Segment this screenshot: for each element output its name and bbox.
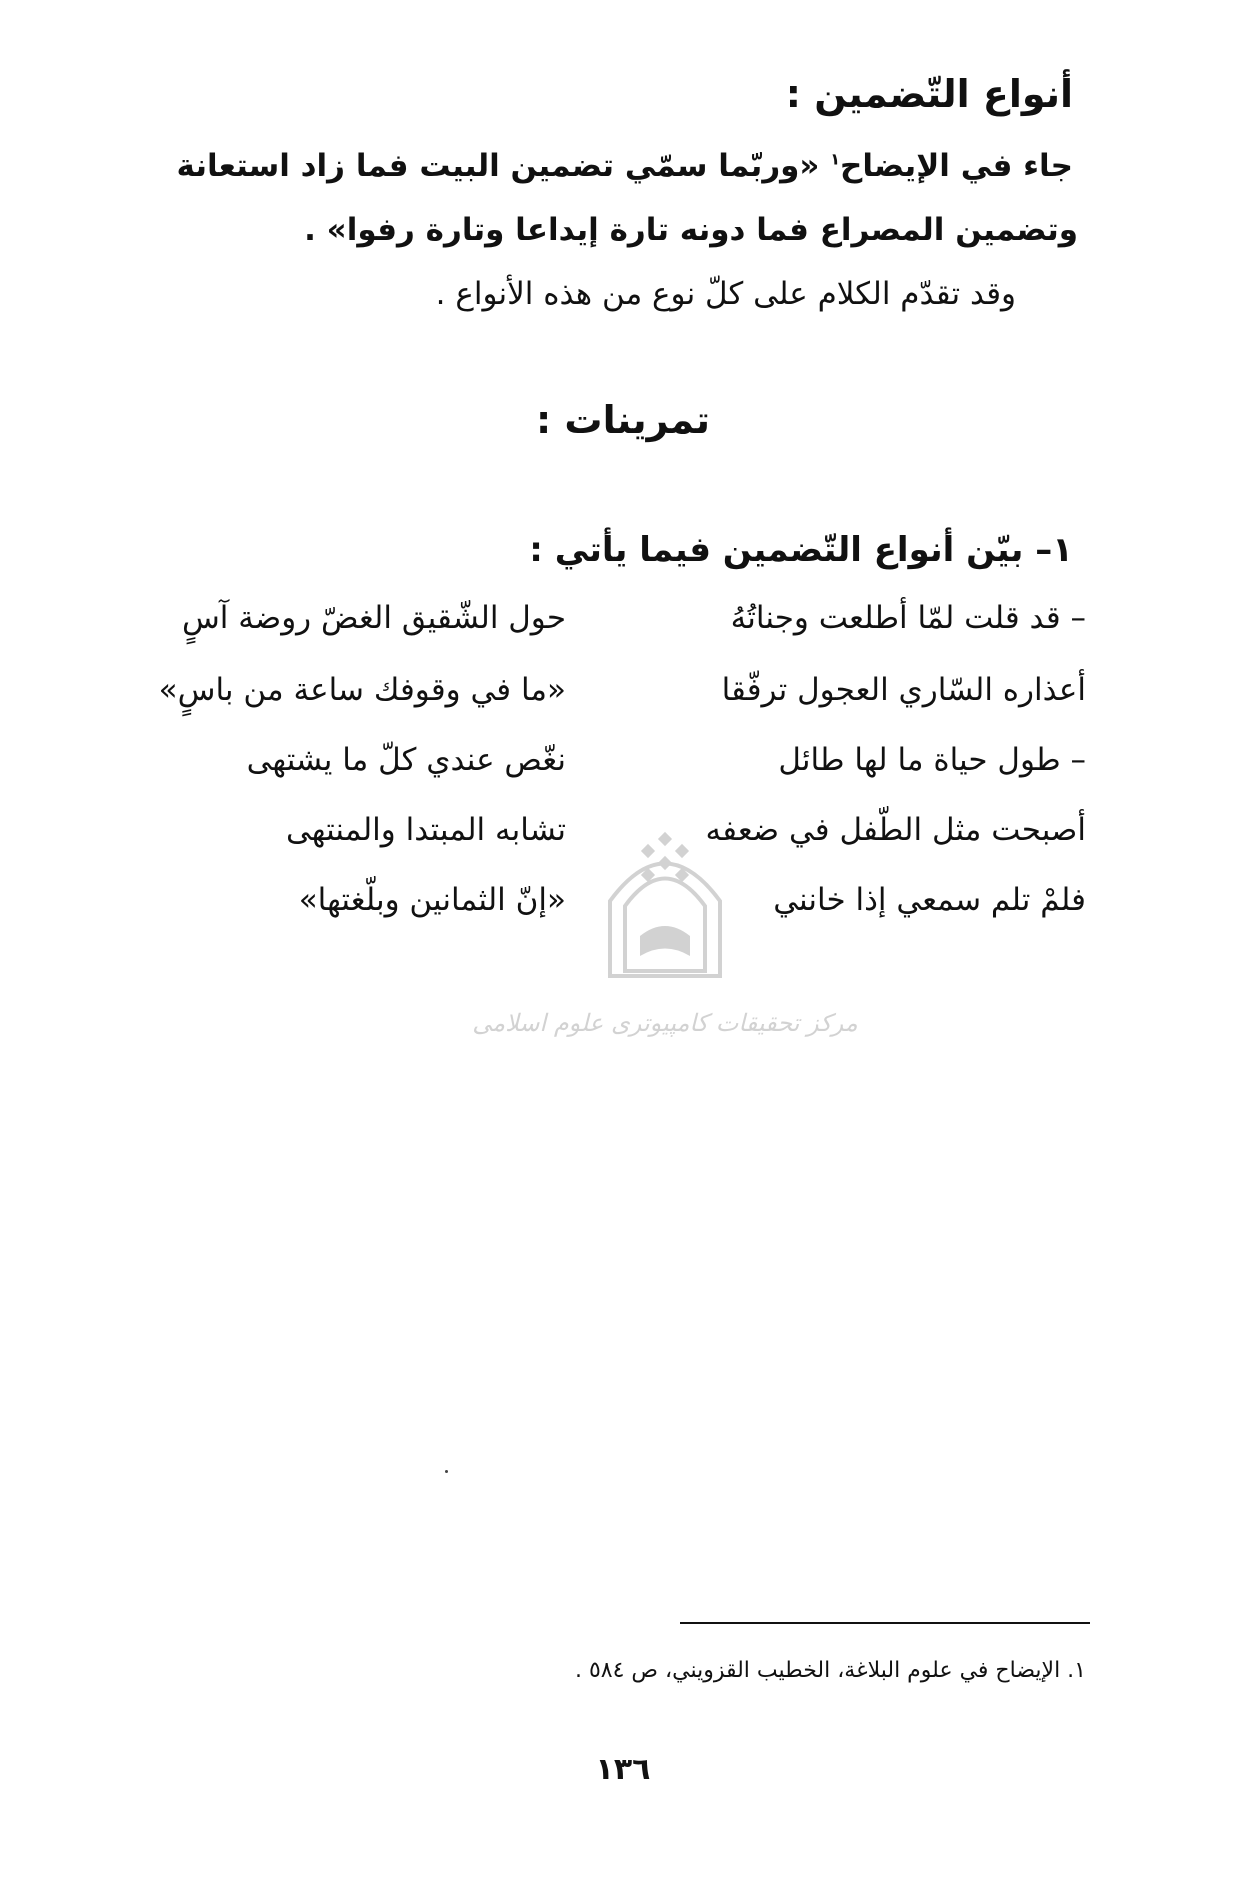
- verse-5-first-hemistich: فلمْ تلم سمعي إذا خانني: [773, 882, 1086, 918]
- intro-line-2: وتضمين المصراع فما دونه تارة إيداعا وتارة رفوا» .: [304, 212, 1078, 248]
- verse-3-second-hemistich: نغّص عندي كلّ ما يشتهى: [246, 742, 566, 778]
- footnote-text: ١. الإيضاح في علوم البلاغة، الخطيب القزويني، ص ٥٨٤ .: [574, 1658, 1086, 1683]
- question-1: ١– بيّن أنواع التّضمين فيما يأتي :: [529, 530, 1073, 570]
- verse-4-second-hemistich: تشابه المبتدا والمنتهى: [285, 812, 566, 848]
- scan-speck: [445, 1470, 448, 1473]
- footnote-separator: [680, 1622, 1090, 1624]
- intro-line-1-start: جاء في الإيضاح: [840, 148, 1073, 184]
- verse-2-second-hemistich: «ما في وقوفك ساعة من باسٍ»: [158, 672, 566, 708]
- verse-2-first-hemistich: أعذاره السّاري العجول ترفّقا: [721, 672, 1086, 708]
- page-number-text: ١٣٦: [595, 1752, 651, 1787]
- verse-1-second-hemistich: حول الشّقيق الغضّ روضة آسٍ: [181, 600, 566, 636]
- watermark-caption: مرکز تحقیقات کامپیوتری علوم اسلامی: [472, 1009, 858, 1037]
- watermark-arch-inner: [625, 879, 705, 972]
- verse-3-first-hemistich: – طول حياة ما لها طائل: [778, 742, 1086, 778]
- intro-line-3: وقد تقدّم الكلام على كلّ نوع من هذه الأنواع .: [435, 276, 1016, 312]
- verse-5-second-hemistich: «إنّ الثمانين وبلّغتها»: [298, 882, 566, 918]
- exercises-heading: [0, 398, 1246, 442]
- exercises-heading-text: تمرينات :: [535, 398, 711, 442]
- intro-line-1-quote: «وربّما سمّي تضمين البيت فما زاد استعانة: [176, 148, 831, 184]
- verse-1-first-hemistich: – قد قلت لمّا أطلعت وجناتُهُ: [730, 600, 1086, 636]
- intro-line-1: [177, 148, 1073, 184]
- watermark-logo: [472, 806, 858, 1066]
- page-number: [0, 1752, 1246, 1787]
- footnote-marker: ١: [830, 149, 841, 169]
- verse-4-first-hemistich: أصبحت مثل الطّفل في ضعفه: [705, 812, 1086, 848]
- section-heading: أنواع التّضمين :: [785, 72, 1073, 116]
